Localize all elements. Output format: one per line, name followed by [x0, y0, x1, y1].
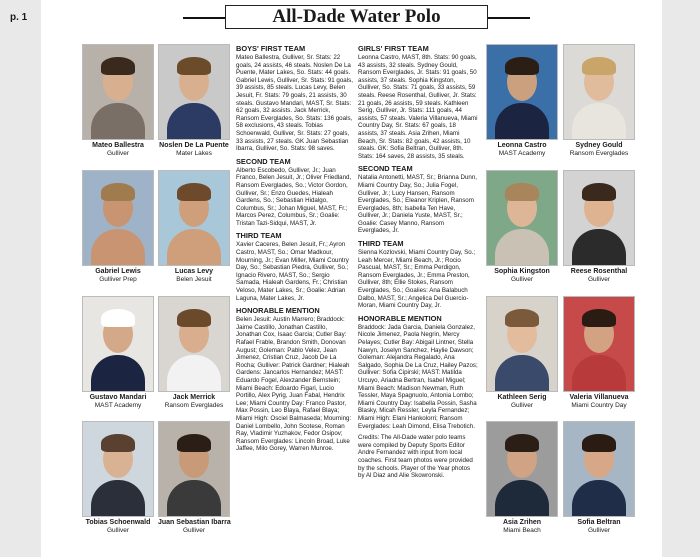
player-school: Gulliver	[510, 276, 534, 283]
player-card	[158, 170, 230, 284]
player-school: Gulliver Prep	[99, 276, 137, 283]
player-name: Kathleen Serig	[497, 394, 547, 401]
photo-hair	[177, 434, 211, 452]
boys-column	[236, 44, 354, 457]
player-school: Gulliver	[106, 150, 130, 157]
player-school: Gulliver	[106, 527, 130, 534]
section-text: Braddock: Jada Garcia, Daniela Gonzalez, Nicole Jimenez, Paola Negrin, Mercy Pelayes; Cutler Bay: Abigail Lintner, Stella Nawyn, Joselyn Sanchez, Haylie Dawson; Goleman: Alejandra Regalado, Ana Salgado, Sophia De La Cruz, Hailey Pazos; Gulliver: Sofia Cipirski; MAST: Matilda Urcuyo, Ariadna Bertran, Isabel Miguel; Miami Beach: Madison Newman, Ruth Tessler, Maya Spagnuolo, Antonia Lombo; Miami Country Day: Isabella Possin, Sasha Blasky, Micah Ressler, Leyla Fernandez; Miami High: Elani Hankolorri; Ransom Everglades: Leah Dimond, Elisa Trebotich.	[358, 323, 478, 430]
photo-hair	[582, 434, 616, 452]
section-text: Leonna Castro, MAST, 8th. Stats: 90 goals, 43 assists, 32 steals. Sydney Gould, Ransom Everglades, Jr. Stats: 91 goals, 50 assists, 37 steals. Sophia Kingston, Gulliver, So. Stats: 71 goals, 33 assists, 59 steals. Reese Rosenthal, Gulliver, Jr. Stats: 21 goals, 26 assists, 59 steals. Kathleen Serig, Gulliver, Jr. Stats: 111 goals, 44 assists, 57 steals. Valeria Villanueva, Miami Country Day, Sr. Stats: 67 goals, 18 assists, 37 steals. Asia Zrihen, Miami Beach, Sr. Stats: 82 goals, 42 assists, 10 steals. GK: Sofia Beltran, Gulliver, 8th. Stats: 164 saves, 28 assists, 35 steals.	[358, 54, 478, 160]
photo-hair	[505, 309, 539, 327]
player-card	[158, 421, 230, 535]
player-card	[82, 44, 154, 158]
player-name: Sofia Beltran	[577, 519, 621, 526]
player-name: Valeria Villanueva	[569, 394, 629, 401]
title-rule-left	[183, 17, 225, 19]
section-heading: HONORABLE MENTION	[358, 313, 442, 323]
page-number: p. 1	[10, 12, 28, 23]
player-school: Gulliver	[182, 527, 206, 534]
player-card	[82, 170, 154, 284]
section-text: Belen Jesuit: Austin Marrero; Braddock: Jaime Castillo, Jonathan Castillo, Jonathan Cox, Isaac Garcia; Cutler Bay: Rafael Frable, Brandon Smith, Donovan August; Goleman: Pablo Velez, Jean Jimenez, Cristian Cruz, Jacob De La Rocha; Gulliver: Patrick Gardner; Hialeah Gardens: Jancarlos Hernandez; MAST: Eduardo Fogel, Alexzander Bernstein; Miami Beach: Edoardo Figari, Lucio Portillo, Alex Pyrig, Juan Fabal, Hendrix Lee; Miami Country Day: Franco Pastor, Max Possin, Leo Blaya, Rafael Blaya; Miami High: Osciel Balmaseda; Mourning: Daniel Lombello, John Scotese, Roman Ray, Vladimir Yuzhakov, Fedor Osipov; Ransom Everglades: Lincoln Broad, Luke Jaffee, Milo Gorey, Warren Munroe.	[236, 316, 352, 453]
section-heading: GIRLS' FIRST TEAM	[358, 44, 429, 53]
photo-hair	[505, 434, 539, 452]
player-school: Miami Beach	[503, 527, 541, 534]
player-card	[486, 296, 558, 410]
photo-hair	[582, 183, 616, 201]
player-photo	[563, 170, 635, 266]
player-school: Miami Country Day	[571, 402, 627, 409]
section-heading: HONORABLE MENTION	[236, 306, 320, 316]
player-name: Sydney Gould	[575, 142, 623, 149]
player-name: Tobias Schoenwald	[85, 519, 151, 526]
credits-text: Credits: The All-Dade water polo teams were compiled by Deputy Sports Editor Andre Fernandez with input from local coaches. First team photos were provided by the schools. Player of the Year photos by Al Diaz and Alie Skowronski.	[358, 434, 473, 480]
page-title: All-Dade Water Polo	[225, 5, 488, 29]
player-name: Leonna Castro	[497, 142, 547, 149]
player-photo	[563, 44, 635, 140]
player-name: Juan Sebastian Ibarra	[158, 519, 231, 526]
player-name: Gabriel Lewis	[95, 268, 141, 275]
photo-hair	[101, 183, 135, 201]
player-card	[563, 44, 635, 158]
photo-hair	[505, 183, 539, 201]
player-photo	[486, 421, 558, 517]
section-heading: SECOND TEAM	[236, 156, 291, 166]
player-card	[158, 44, 230, 158]
player-photo	[158, 44, 230, 140]
player-photo	[563, 421, 635, 517]
section-heading: BOYS' FIRST TEAM	[236, 44, 306, 53]
player-photo	[563, 296, 635, 392]
player-card	[486, 170, 558, 284]
player-school: Gulliver	[587, 276, 611, 283]
girls-column	[358, 44, 478, 484]
player-photo	[82, 421, 154, 517]
section-text: Mateo Ballestra, Gulliver, Sr. Stats: 22 goals, 24 assists, 46 steals. Noslen De La Puente, Mater Lakes, So. Stats: 44 goals. Gabriel Lewis, Gulliver, Sr. Stats: 91 goals, 39 assists, 85 steals. Lucas Levy, Belen Jesuit, Fr. Stats: 79 goals, 21 assists, 30 steals. Gustavo Mandari, MAST, Sr. Stats: 62 goals, 32 assists. Jack Merrick, Ransom Everglades, So. Stats: 136 goals, 58 exclusions, 43 steals. Tobias Schoenwald, Gulliver, Sr. Stats: 27 goals, 33 assists, 27 steals. GK Juan Sebastian Ibarra, Gulliver, So. Stats: 98 saves.	[236, 54, 353, 153]
title-rule-right	[488, 17, 530, 19]
player-school: Gulliver	[510, 402, 534, 409]
photo-hair	[101, 434, 135, 452]
player-card	[158, 296, 230, 410]
player-name: Sophia Kingston	[494, 268, 550, 275]
player-name: Lucas Levy	[174, 268, 214, 275]
player-card	[486, 421, 558, 535]
photo-hair	[505, 57, 539, 75]
player-school: Ransom Everglades	[569, 150, 629, 157]
photo-hair	[177, 183, 211, 201]
photo-hair	[101, 309, 135, 327]
section-text: Xavier Caceres, Belen Jesuit, Fr.; Ayron Castro, MAST, So.; Omar Madkour, Mourning, Jr.; Evan Miller, Miami Country Day, So.; Sebastian Piedra, Gulliver, So.; Ignacio Rivero, MAST, So.; Sergio Samada, Hialeah Gardens, Fr.; Christian Veloso, Mater Lakes, Sr.; Goalie: Adrian Laguna, Mater Lakes, Jr.	[236, 241, 349, 302]
player-card	[82, 421, 154, 535]
player-card	[563, 296, 635, 410]
photo-hair	[582, 57, 616, 75]
player-photo	[486, 170, 558, 266]
player-photo	[82, 296, 154, 392]
player-card	[563, 170, 635, 284]
player-name: Asia Zrihen	[502, 519, 542, 526]
player-card	[486, 44, 558, 158]
section-heading: SECOND TEAM	[358, 164, 413, 174]
section-heading: THIRD TEAM	[236, 231, 282, 241]
player-school: Gulliver	[587, 527, 611, 534]
player-photo	[82, 44, 154, 140]
player-name: Mateo Ballestra	[92, 142, 144, 149]
player-photo	[486, 44, 558, 140]
player-school: Belen Jesuit	[176, 276, 212, 283]
player-school: MAST Academy	[498, 150, 546, 157]
player-school: MAST Academy	[94, 402, 142, 409]
player-photo	[158, 296, 230, 392]
section-text: Sienna Kozlovski, Miami Country Day, So.; Leah Mercer, Miami Beach, Jr.; Rocio Pascual, MAST, Sr.; Emma Perdigon, Ransom Everglades, Jr.; Emma Preston, Gulliver, 8th; Ellie Stokes, Ransom Everglades, So.; Goalies: Ana Balabuch Dalbo, MAST, Sr.; Angelica Del Guercio-Moran, Miami Country Day, Jr.	[358, 249, 476, 310]
player-school: Ransom Everglades	[164, 402, 224, 409]
player-photo	[158, 170, 230, 266]
player-name: Jack Merrick	[172, 394, 216, 401]
player-photo	[486, 296, 558, 392]
player-name: Gustavo Mandari	[89, 394, 147, 401]
player-name: Reese Rosenthal	[570, 268, 628, 275]
player-photo	[158, 421, 230, 517]
player-photo	[82, 170, 154, 266]
player-card	[82, 296, 154, 410]
player-name: Noslen De La Puente	[159, 142, 229, 149]
photo-hair	[101, 57, 135, 75]
photo-hair	[582, 309, 616, 327]
player-school: Mater Lakes	[176, 150, 212, 157]
section-text: Natalia Antonetti, MAST, Sr.; Brianna Dunn, Miami Country Day, So.; Julia Fogel, Gulliver, Jr.; Lucy Hansen, Ransom Everglades, So.; Eleanor Kriplen, Ransom Everglades, 8th; Isabella Ten Have, Gulliver, Jr.; Daniela Yuste, MAST, Sr.; Goalie: Casey Manno, Ransom Everglades, Jr.	[358, 174, 477, 235]
section-heading: THIRD TEAM	[358, 239, 404, 249]
section-text: Alberto Escobedo, Gulliver, Jr.; Juan Franco, Belen Jesuit, Jr.; Oliver Friedland, Ransom Everglades, So.; Victor Gordon, Gulliver, Sr.; Enzo Guedes, Hialeah Gardens, So.; Sebastian Hidalgo, Columbus, Sr.; Johan Miguel, MAST, Fr.; Marcos Perez, Columbus, Sr.; Goalie: Tristan Tazi-Sidqui, MAST, Jr.	[236, 166, 352, 227]
player-card	[563, 421, 635, 535]
photo-hair	[177, 57, 211, 75]
photo-hair	[177, 309, 211, 327]
